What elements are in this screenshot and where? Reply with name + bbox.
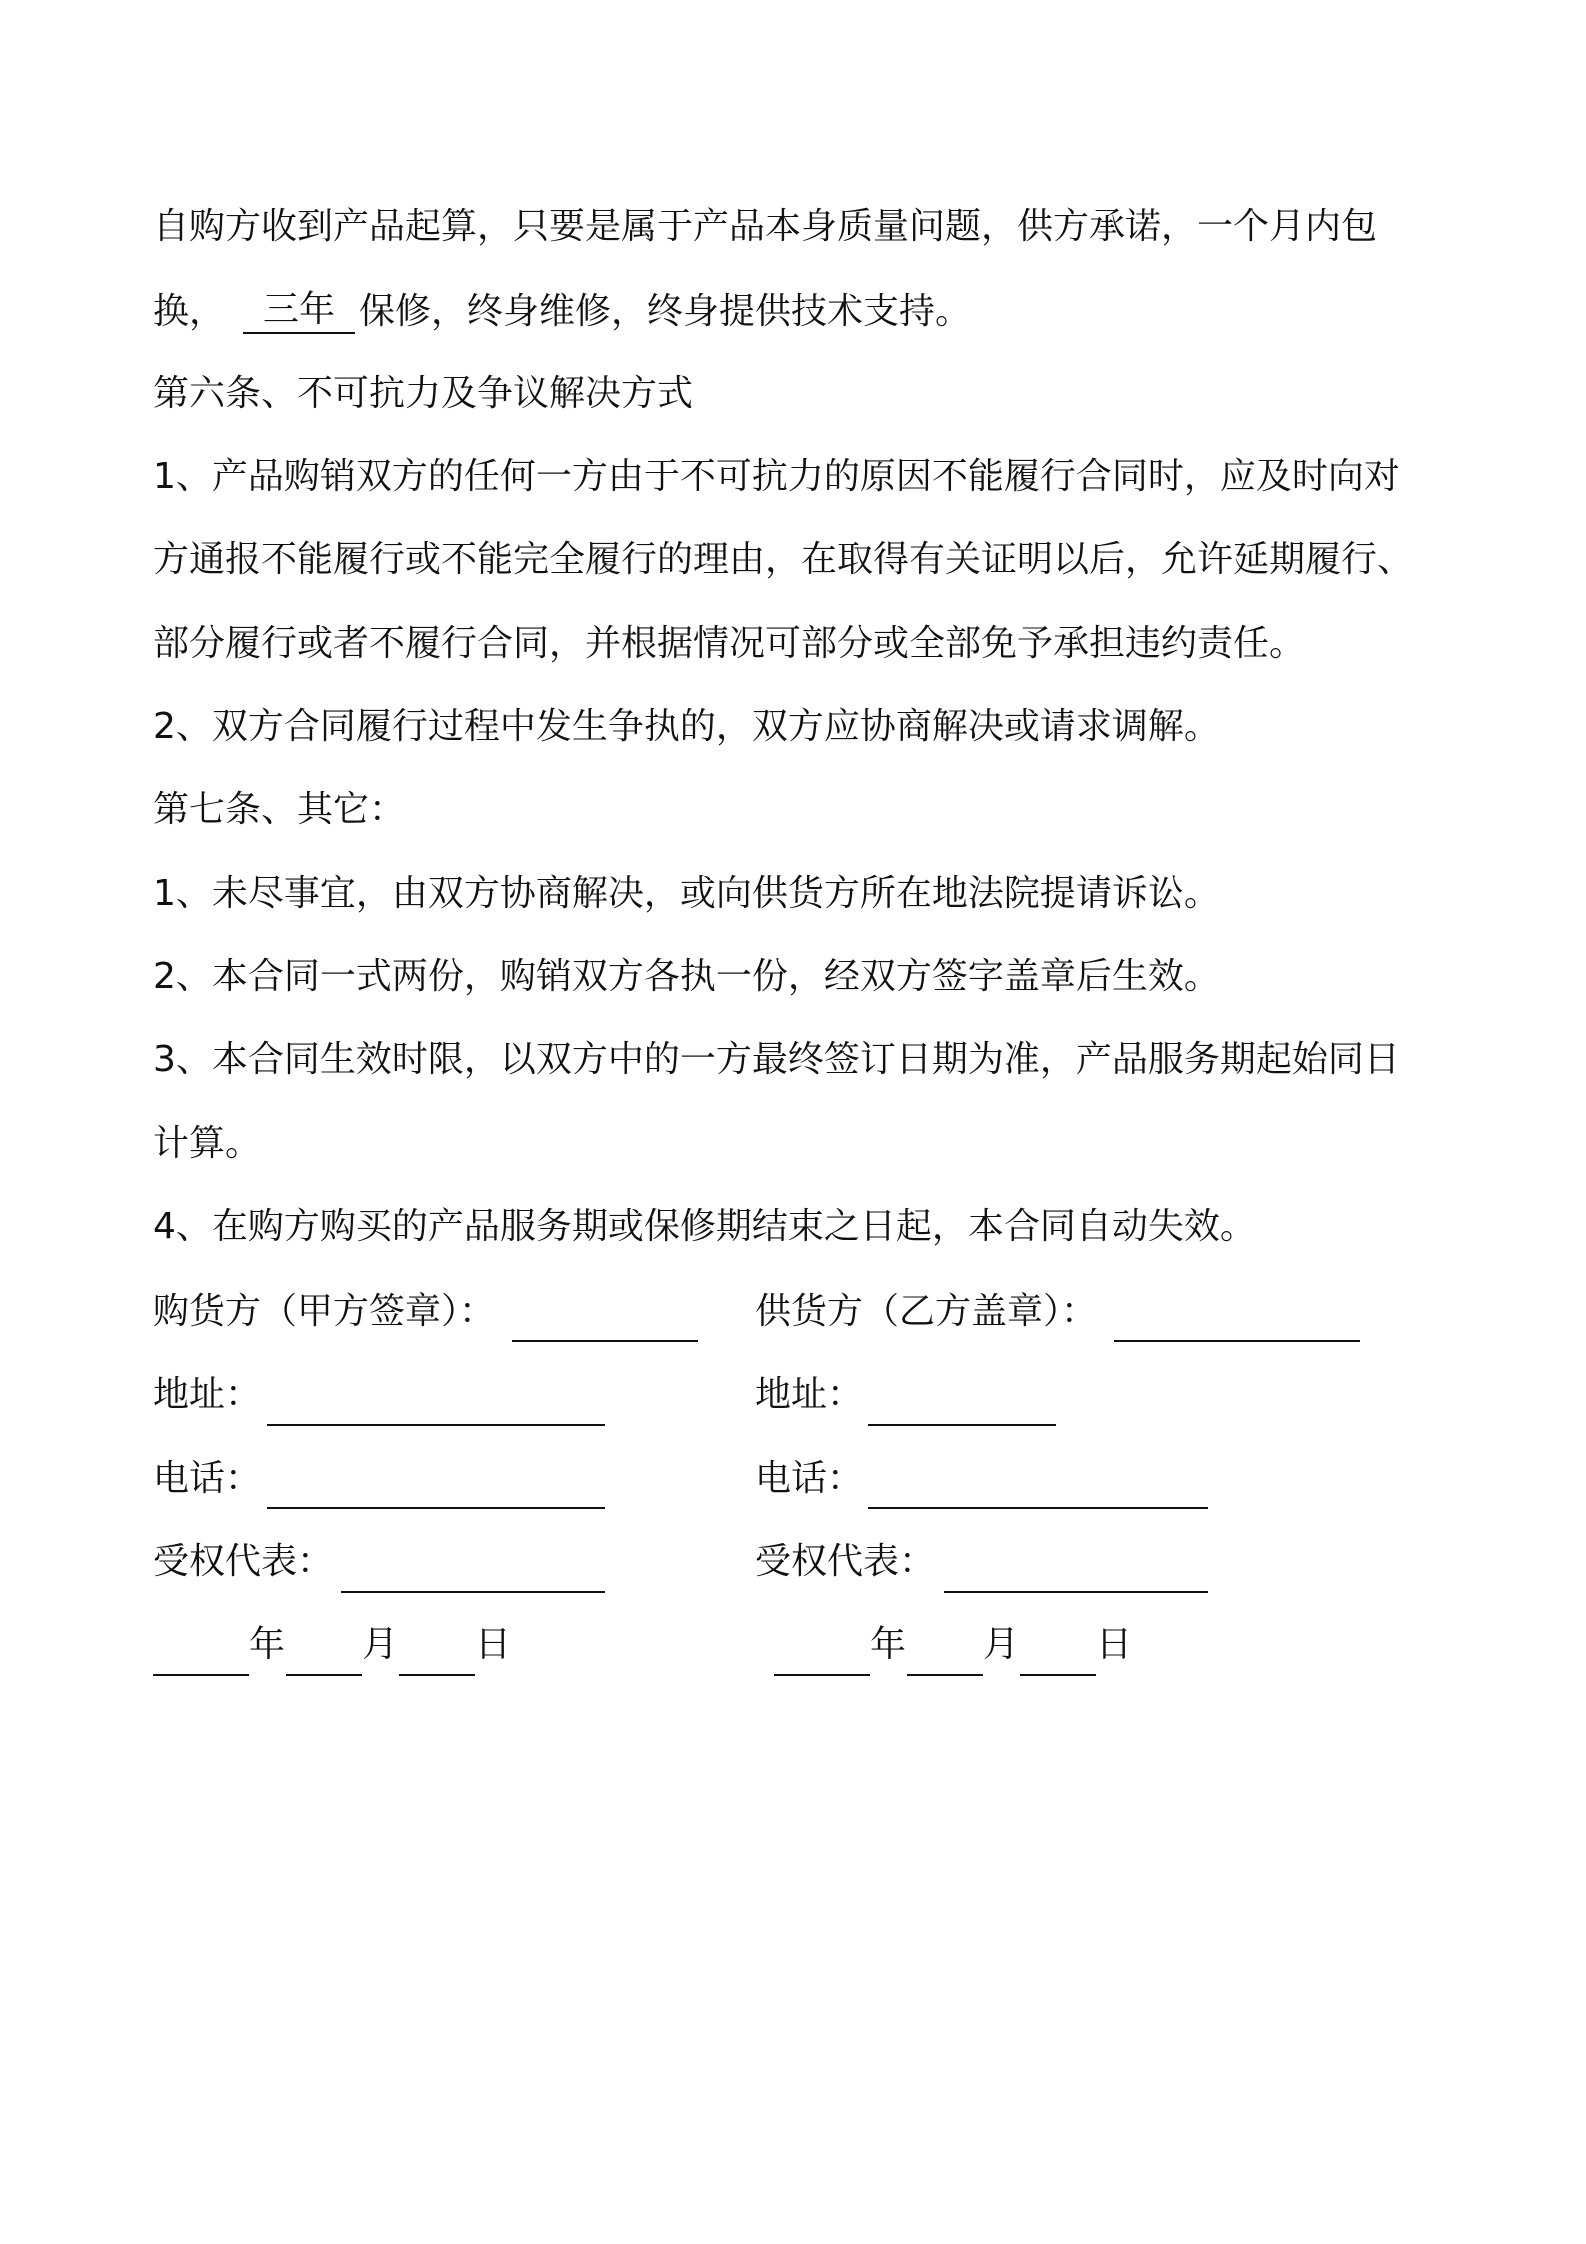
buyer-party-label: 购货方（甲方签章）： bbox=[153, 1291, 496, 1332]
buyer-year-line[interactable] bbox=[153, 1674, 249, 1676]
article-7-clause-2: 2、本合同一式两份，购销双方各执一份，经双方签字盖章后生效。 bbox=[153, 956, 1220, 997]
buyer-month-label: 月 bbox=[362, 1624, 399, 1665]
seller-rep-label: 受权代表： bbox=[755, 1541, 936, 1582]
warranty-line-2-prefix: 换， bbox=[153, 291, 226, 332]
warranty-line-1: 自购方收到产品起算，只要是属于产品本身质量问题，供方承诺，一个月内包 bbox=[153, 206, 1378, 247]
buyer-year-label: 年 bbox=[249, 1624, 286, 1665]
seller-address-line[interactable] bbox=[868, 1424, 1056, 1426]
buyer-rep-line[interactable] bbox=[341, 1591, 605, 1593]
seller-year-label: 年 bbox=[870, 1624, 907, 1665]
warranty-term-value: 三年 bbox=[263, 289, 336, 330]
seller-phone-label: 电话： bbox=[755, 1458, 864, 1499]
buyer-day-line[interactable] bbox=[399, 1674, 475, 1676]
article-7-clause-3-line-1: 3、本合同生效时限，以双方中的一方最终签订日期为准，产品服务期起始同日 bbox=[153, 1039, 1400, 1080]
buyer-phone-line[interactable] bbox=[267, 1507, 605, 1509]
warranty-term-blank bbox=[243, 288, 355, 334]
seller-month-label: 月 bbox=[983, 1624, 1020, 1665]
seller-phone-line[interactable] bbox=[868, 1507, 1208, 1509]
seller-day-label: 日 bbox=[1096, 1624, 1133, 1665]
article-6-clause-1-line-1: 1、产品购销双方的任何一方由于不可抗力的原因不能履行合同时，应及时向对 bbox=[153, 456, 1400, 497]
seller-day-line[interactable] bbox=[1020, 1674, 1096, 1676]
buyer-rep-label: 受权代表： bbox=[153, 1541, 334, 1582]
warranty-line-2-suffix: 保修，终身维修，终身提供技术支持。 bbox=[359, 291, 972, 332]
seller-stamp-line[interactable] bbox=[1114, 1340, 1360, 1342]
seller-address-label: 地址： bbox=[755, 1374, 864, 1415]
article-7-title: 第七条、其它： bbox=[153, 789, 406, 830]
article-7-clause-3-line-2: 计算。 bbox=[153, 1123, 262, 1164]
article-7-clause-1: 1、未尽事宜，由双方协商解决，或向供货方所在地法院提请诉讼。 bbox=[153, 873, 1220, 914]
seller-rep-line[interactable] bbox=[944, 1591, 1208, 1593]
article-6-clause-2: 2、双方合同履行过程中发生争执的，双方应协商解决或请求调解。 bbox=[153, 706, 1220, 747]
seller-party-label: 供货方（乙方盖章）： bbox=[755, 1291, 1098, 1332]
seller-month-line[interactable] bbox=[907, 1674, 983, 1676]
buyer-address-line[interactable] bbox=[267, 1424, 605, 1426]
seller-year-line[interactable] bbox=[774, 1674, 870, 1676]
article-7-clause-4: 4、在购方购买的产品服务期或保修期结束之日起，本合同自动失效。 bbox=[153, 1206, 1256, 1247]
buyer-day-label: 日 bbox=[475, 1624, 512, 1665]
warranty-line-2 bbox=[153, 288, 971, 334]
article-6-title: 第六条、不可抗力及争议解决方式 bbox=[153, 373, 694, 414]
article-6-clause-1-line-2: 方通报不能履行或不能完全履行的理由，在取得有关证明以后，允许延期履行、 bbox=[153, 539, 1414, 580]
buyer-phone-label: 电话： bbox=[153, 1458, 262, 1499]
buyer-address-label: 地址： bbox=[153, 1374, 262, 1415]
article-6-clause-1-line-3: 部分履行或者不履行合同，并根据情况可部分或全部免予承担违约责任。 bbox=[153, 623, 1306, 664]
buyer-signature-line[interactable] bbox=[512, 1340, 698, 1342]
buyer-month-line[interactable] bbox=[286, 1674, 362, 1676]
